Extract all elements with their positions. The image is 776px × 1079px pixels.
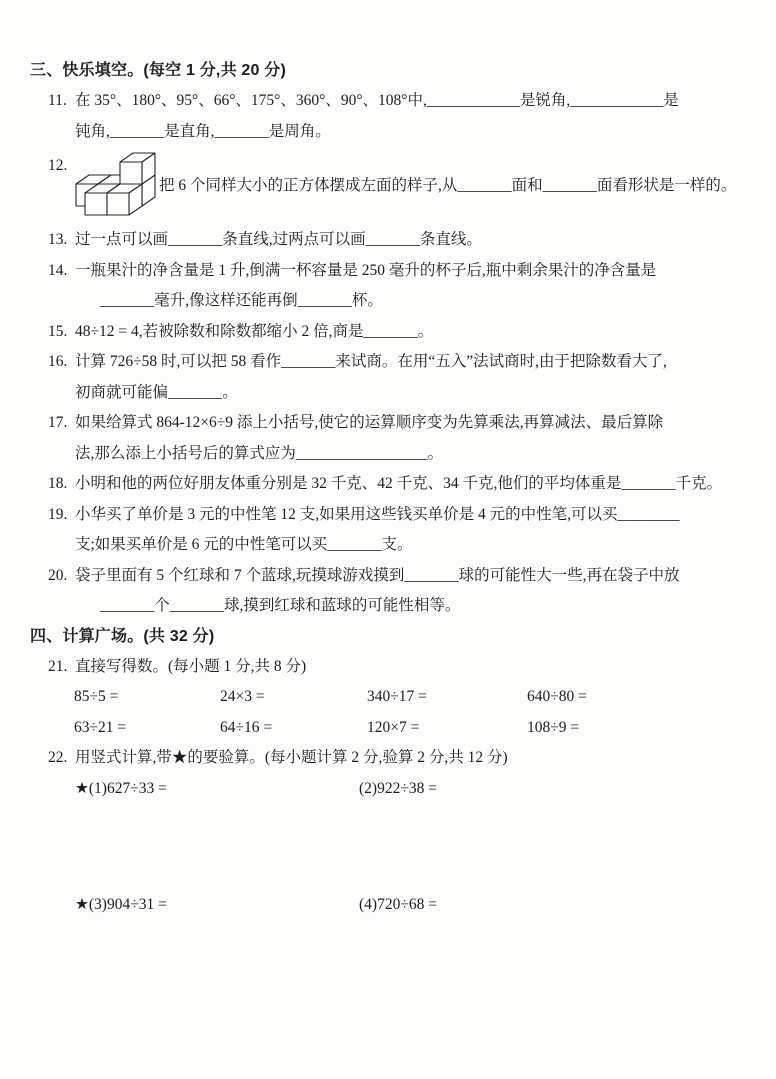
question-18-line-1: 小明和他的两位好朋友体重分别是 32 千克、42 千克、34 千克,他们的平均体重是_______千克。 (75, 475, 723, 492)
question-21-label: 直接写得数。(每小题 1 分,共 8 分) (75, 657, 307, 675)
calc-item: 120×7 = (367, 718, 420, 736)
question-22-number: 22. (48, 749, 68, 766)
calc-item: 64÷16 = (220, 718, 273, 736)
question-15 (30, 317, 752, 348)
question-11 (30, 86, 752, 147)
question-19-line-1: 小华买了单价是 3 元的中性笔 12 支,如果用这些钱买单价是 4 元的中性笔,可以买________ (75, 505, 680, 523)
section-3-title: 三、快乐填空。(每空 1 分,共 20 分) (30, 62, 286, 79)
question-15-number: 15. (48, 322, 68, 340)
question-16-line-2: 初商就可能偏_______。 (75, 383, 238, 401)
question-16-number: 16. (48, 353, 68, 370)
question-17-line-1: 如果给算式 864-12×6÷9 添上小括号,使它的运算顺序变为先算乘法,再算减法、最后算除 (75, 414, 664, 431)
vertical-calc-item-2: (2)922÷38 = (359, 779, 437, 797)
vertical-calc-row-2 (30, 890, 752, 921)
question-14 (30, 256, 752, 317)
vertical-calc-item-4: (4)720÷68 = (359, 896, 437, 913)
question-18 (30, 469, 752, 500)
question-17-number: 17. (48, 414, 68, 431)
vertical-calc-item-1: ★(1)627÷33 = (75, 779, 167, 797)
question-12 (30, 151, 752, 221)
vertical-calc-item-3: ★(3)904÷31 = (75, 896, 167, 913)
question-19 (30, 500, 752, 561)
question-20-line-2: _______个_______球,摸到红球和蓝球的可能性相等。 (100, 597, 461, 614)
question-14-line-2: _______毫升,像这样还能再倒_______杯。 (100, 292, 383, 309)
question-16-line-1: 计算 726÷58 时,可以把 58 看作_______来试商。在用“五入”法试商时,由于把除数看大了, (75, 353, 667, 370)
vertical-calc-row-1 (30, 774, 752, 805)
question-22 (30, 743, 752, 774)
question-21-number: 21. (48, 657, 68, 675)
question-14-number: 14. (48, 261, 68, 279)
question-19-number: 19. (48, 505, 68, 523)
question-20 (30, 561, 752, 622)
question-13-line-1: 过一点可以画_______条直线,过两点可以画_______条直线。 (75, 231, 482, 248)
question-14-line-1: 一瓶果汁的净含量是 1 升,倒满一杯容量是 250 毫升的杯子后,瓶中剩余果汁的净含量是 (75, 261, 657, 279)
calc-item: 63÷21 = (74, 718, 127, 736)
question-11-number: 11. (48, 92, 67, 109)
calc-item: 85÷5 = (74, 688, 119, 705)
calc-item: 640÷80 = (527, 688, 587, 705)
calc-item: 108÷9 = (527, 718, 580, 736)
question-11-line-1: 在 35°、180°、95°、66°、175°、360°、90°、108°中,____________是锐角,____________是 (75, 92, 679, 109)
question-20-line-1: 袋子里面有 5 个红球和 7 个蓝球,玩摸球游戏摸到_______球的可能性大一些,再在袋子中放 (75, 566, 680, 584)
question-15-line-1: 48÷12 = 4,若被除数和除数都缩小 2 倍,商是_______。 (75, 322, 434, 340)
stacked-cubes-figure (61, 151, 157, 221)
question-21 (30, 652, 752, 683)
question-17 (30, 408, 752, 469)
calc-item: 340÷17 = (367, 688, 427, 705)
section-4-title: 四、计算广场。(共 32 分) (30, 627, 215, 645)
question-20-number: 20. (48, 566, 68, 584)
oral-calc-row-2 (30, 713, 752, 744)
question-18-number: 18. (48, 475, 68, 492)
question-13 (30, 225, 752, 256)
question-13-number: 13. (48, 231, 68, 248)
question-12-number: 12. (48, 157, 68, 174)
calc-item: 24×3 = (220, 688, 265, 705)
question-17-line-2: 法,那么添上小括号后的算式应为_________________。 (75, 444, 444, 462)
oral-calc-row-1 (30, 682, 752, 713)
question-22-label: 用竖式计算,带★的要验算。(每小题计算 2 分,验算 2 分,共 12 分) (75, 749, 508, 766)
question-16 (30, 347, 752, 408)
question-19-line-2: 支;如果买单价是 6 元的中性笔可以买_______支。 (75, 536, 413, 553)
calculation-workspace (30, 804, 752, 890)
question-11-line-2: 钝角,_______是直角,_______是周角。 (75, 122, 331, 140)
question-12-text: 把 6 个同样大小的正方体摆成左面的样子,从_______面和_______面看形状是一样的。 (159, 177, 737, 194)
